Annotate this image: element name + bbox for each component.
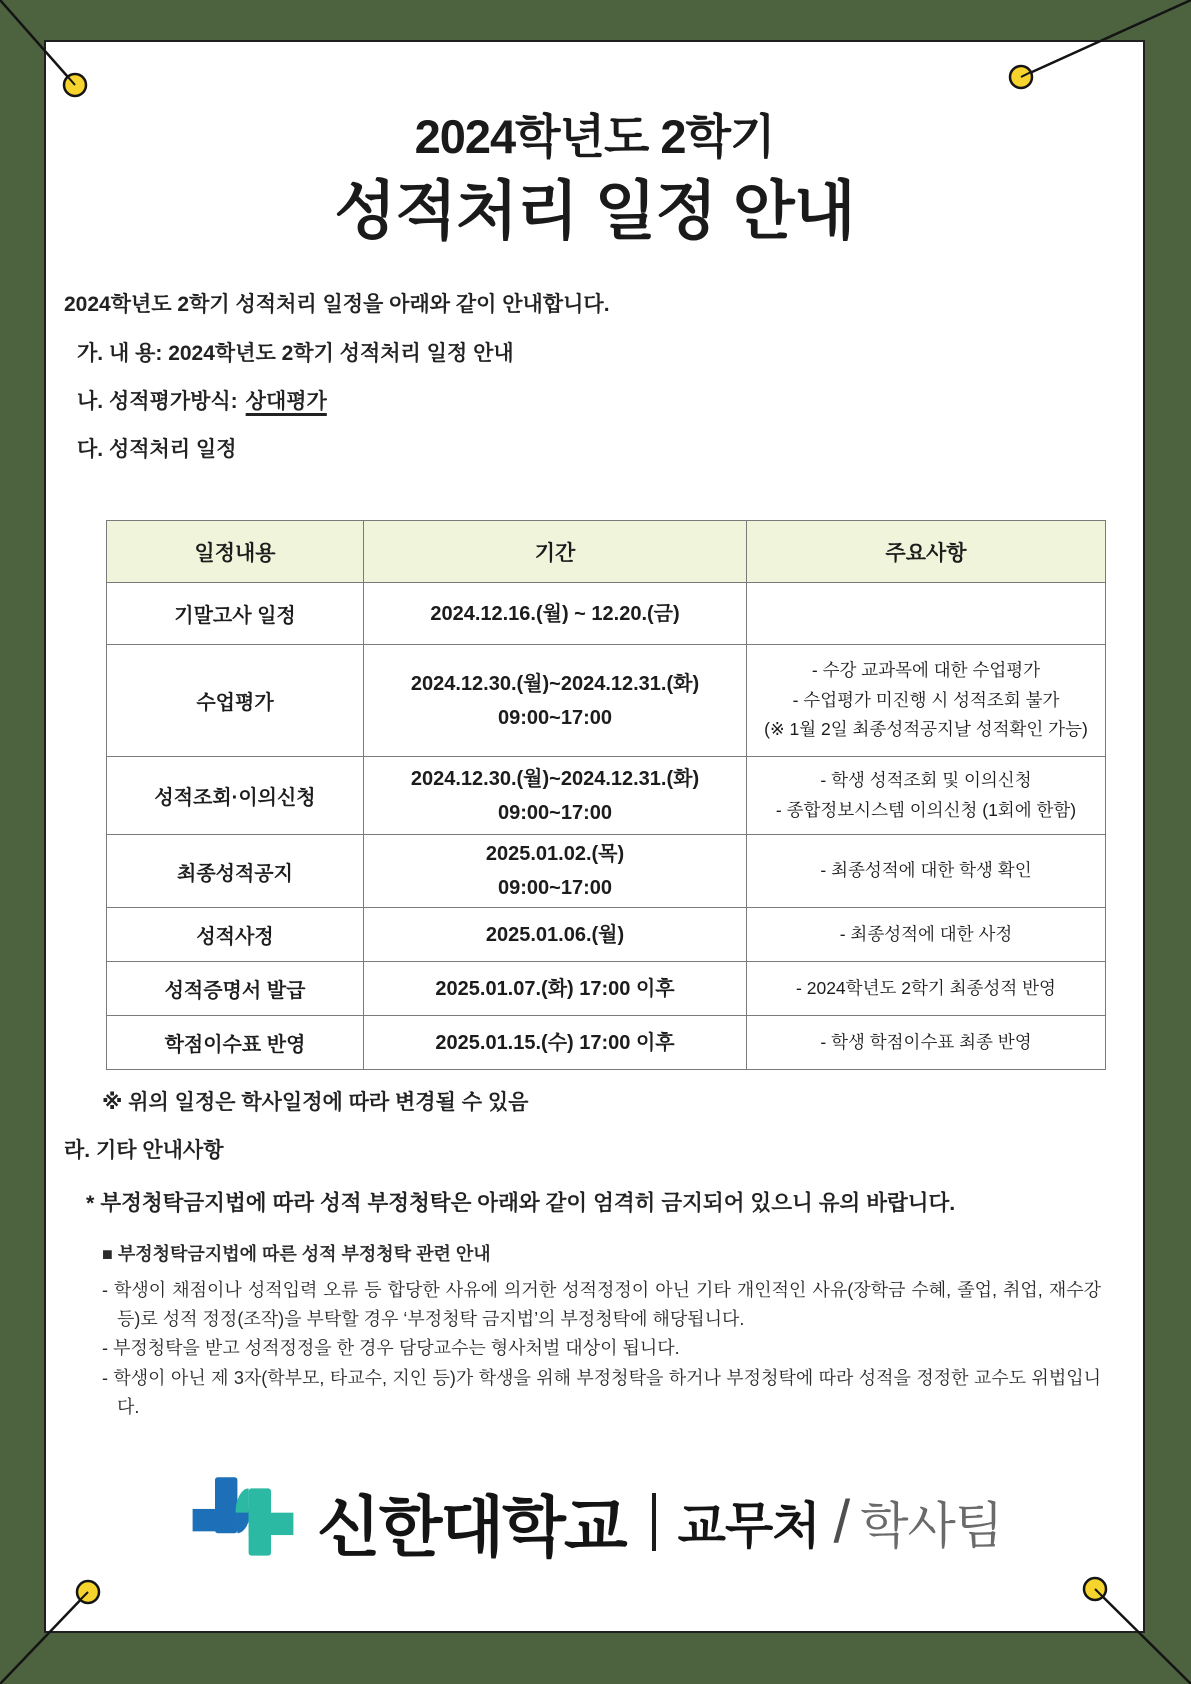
separator-bar bbox=[652, 1493, 656, 1551]
period-line: 2025.01.02.(목) bbox=[485, 843, 625, 865]
notice-bullet: - 부정청탁을 받고 성적정정을 한 경우 담당교수는 형사처벌 대상이 됩니다. bbox=[102, 1338, 680, 1359]
cell-schedule: 기말고사 일정 bbox=[107, 583, 364, 645]
table-row bbox=[107, 1016, 1106, 1070]
cell-notes bbox=[747, 757, 1106, 835]
note-line: - 학생 성적조회 및 이의신청 bbox=[820, 769, 1032, 790]
note-line: - 수강 교과목에 대한 수업평가 bbox=[811, 659, 1041, 680]
notice-title-line2: 성적처리 일정 안내 bbox=[334, 175, 855, 247]
note-line: - 종합정보시스템 이의신청 (1회에 한함) bbox=[775, 799, 1077, 820]
cell-period bbox=[364, 835, 747, 908]
cell-period: 2025.01.15.(수) 17:00 이후 bbox=[364, 1016, 747, 1070]
grading-method-label: 나. 성적평가방식: bbox=[77, 390, 238, 413]
period-line: 09:00~17:00 bbox=[498, 706, 612, 729]
notice-bullet: - 학생이 아닌 제 3자(학부모, 타교수, 지인 등)가 학생을 위해 부정청탁을 하거나 부정청탁에 따라 성적을 정정한 교수도 위법입니다. bbox=[102, 1367, 1101, 1417]
table-header-row bbox=[107, 521, 1106, 583]
cell-period bbox=[364, 645, 747, 757]
schedule-table bbox=[106, 520, 1106, 1070]
cell-notes: - 2024학년도 2학기 최종성적 반영 bbox=[747, 962, 1106, 1016]
notice-paper bbox=[44, 40, 1145, 1633]
warning-text: * 부정청탁금지법에 따라 성적 부정청탁은 아래와 같이 엄격히 금지되어 있으니 유의 바랍니다. bbox=[86, 1191, 956, 1215]
cell-schedule: 성적사정 bbox=[107, 908, 364, 962]
anti-graft-notice bbox=[102, 1240, 1101, 1422]
note-line: (※ 1월 2일 최종성적공지날 성적확인 가능) bbox=[764, 719, 1088, 740]
cell-period: 2024.12.16.(월) ~ 12.20.(금) bbox=[364, 583, 747, 645]
department-name: 교무처 bbox=[677, 1497, 820, 1554]
cell-notes: - 학생 학점이수표 최종 반영 bbox=[747, 1016, 1106, 1070]
table-row bbox=[107, 645, 1106, 757]
period-line: 09:00~17:00 bbox=[498, 801, 612, 824]
cell-schedule: 성적조회·이의신청 bbox=[107, 757, 364, 835]
cell-schedule: 최종성적공지 bbox=[107, 835, 364, 908]
cell-schedule: 수업평가 bbox=[107, 645, 364, 757]
notice-bullet: - 학생이 채점이나 성적입력 오류 등 합당한 사유에 의거한 성적정정이 아닌 기타 개인적인 사유(장학금 수혜, 졸업, 취업, 재수강 등)로 성적 정정(조작)을 부탁할 경우 ‘부정청탁 금지법’의 부정청탁에 해당됩니다. bbox=[102, 1280, 1101, 1330]
note-line: - 수업평가 미진행 시 성적조회 불가 bbox=[792, 689, 1060, 710]
header-schedule: 일정내용 bbox=[107, 521, 364, 583]
cell-period: 2025.01.06.(월) bbox=[364, 908, 747, 962]
cell-schedule: 학점이수표 반영 bbox=[107, 1016, 364, 1070]
intro-text: 2024학년도 2학기 성적처리 일정을 아래와 같이 안내합니다. bbox=[64, 293, 610, 316]
header-notes: 주요사항 bbox=[747, 521, 1106, 583]
table-row bbox=[107, 962, 1106, 1016]
notice-title-line1: 2024학년도 2학기 bbox=[414, 110, 775, 163]
table-row bbox=[107, 908, 1106, 962]
notice-block-title: ■ 부정청탁금지법에 따른 성적 부정청탁 관련 안내 bbox=[102, 1244, 491, 1264]
grading-method-value: 상대평가 bbox=[245, 390, 327, 413]
university-name: 신한대학교 bbox=[316, 1490, 626, 1564]
period-line: 09:00~17:00 bbox=[498, 877, 612, 899]
item-grading-method bbox=[77, 385, 327, 415]
cell-period bbox=[364, 757, 747, 835]
slash-divider: / bbox=[833, 1488, 851, 1555]
table-footnote: ※ 위의 일정은 학사일정에 따라 변경될 수 있음 bbox=[102, 1091, 529, 1114]
cell-notes bbox=[747, 645, 1106, 757]
team-name: 학사팀 bbox=[860, 1497, 1003, 1554]
cell-notes: - 최종성적에 대한 사정 bbox=[747, 908, 1106, 962]
table-row bbox=[107, 835, 1106, 908]
cell-schedule: 성적증명서 발급 bbox=[107, 962, 364, 1016]
period-line: 2024.12.30.(월)~2024.12.31.(화) bbox=[410, 672, 700, 695]
university-logo-icon bbox=[187, 1475, 299, 1569]
schedule-table-wrap bbox=[106, 520, 1105, 1070]
footer-logo-row bbox=[46, 1474, 1143, 1569]
item-schedule-heading: 다. 성적처리 일정 bbox=[77, 438, 237, 461]
cell-notes: - 최종성적에 대한 학생 확인 bbox=[747, 835, 1106, 908]
table-row bbox=[107, 583, 1106, 645]
table-row bbox=[107, 757, 1106, 835]
period-line: 2024.12.30.(월)~2024.12.31.(화) bbox=[410, 767, 700, 790]
etc-heading: 라. 기타 안내사항 bbox=[64, 1139, 224, 1162]
item-content: 가. 내 용: 2024학년도 2학기 성적처리 일정 안내 bbox=[77, 342, 514, 365]
cell-notes bbox=[747, 583, 1106, 645]
cell-period: 2025.01.07.(화) 17:00 이후 bbox=[364, 962, 747, 1016]
header-period: 기간 bbox=[364, 521, 747, 583]
